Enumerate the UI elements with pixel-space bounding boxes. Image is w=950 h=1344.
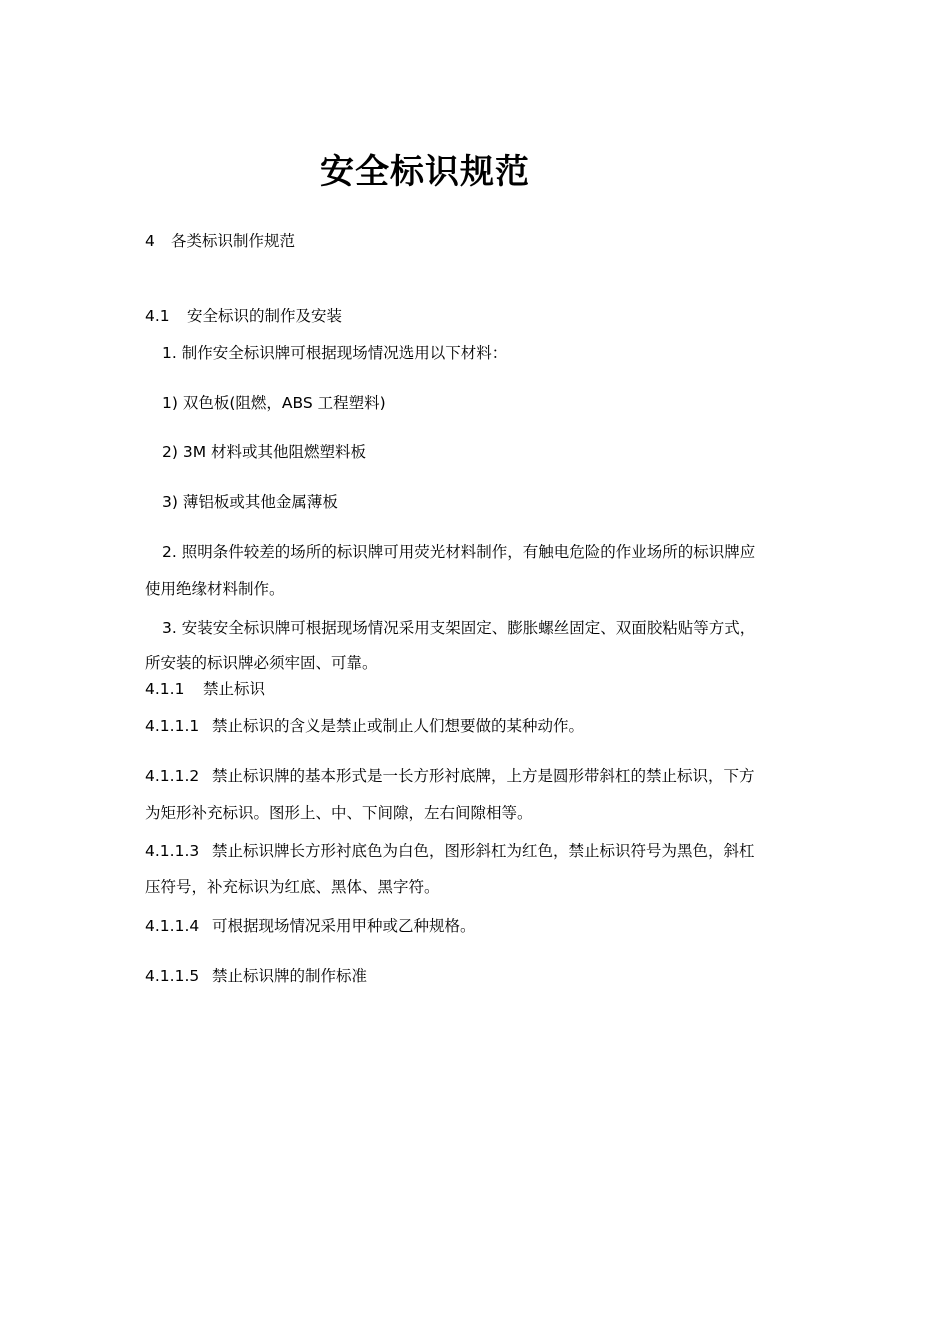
clause-number: 4.1.1.1	[145, 717, 200, 735]
clause-number: 4.1.1.4	[145, 917, 200, 935]
paragraph-line: 3. 安装安全标识牌可根据现场情况采用支架固定、膨胀螺丝固定、双面胶粘贴等方式，	[162, 619, 756, 637]
clause-text: 禁止标识牌长方形衬底色为白色，图形斜杠为红色，禁止标识符号为黑色，斜杠	[212, 842, 755, 860]
list-item: 1. 制作安全标识牌可根据现场情况选用以下材料：	[162, 344, 508, 362]
list-item: 1) 双色板(阻燃，ABS 工程塑料)	[162, 394, 386, 412]
clause-4-1-1-4	[145, 915, 476, 937]
clause-number: 4.1.1.3	[145, 842, 200, 860]
section-title: 安全标识的制作及安装	[187, 307, 343, 325]
list-item: 2) 3M 材料或其他阻燃塑料板	[162, 443, 366, 461]
section-number: 4	[145, 232, 155, 250]
section-title: 各类标识制作规范	[171, 232, 296, 250]
section-4-1-1-heading	[145, 678, 265, 700]
page-title: 安全标识规范	[320, 152, 530, 192]
clause-text: 禁止标识的含义是禁止或制止人们想要做的某种动作。	[212, 717, 585, 735]
paragraph-line: 使用绝缘材料制作。	[145, 580, 285, 598]
paragraph-line: 压符号，补充标识为红底、黑体、黑字符。	[145, 878, 440, 896]
section-number: 4.1.1	[145, 680, 185, 698]
clause-text: 可根据现场情况采用甲种或乙种规格。	[212, 917, 476, 935]
paragraph-line: 2. 照明条件较差的场所的标识牌可用荧光材料制作，有触电危险的作业场所的标识牌应	[162, 543, 756, 561]
clause-4-1-1-5	[145, 965, 367, 987]
paragraph-line: 为矩形补充标识。图形上、中、下间隙，左右间隙相等。	[145, 804, 533, 822]
section-title: 禁止标识	[203, 680, 266, 698]
section-number: 4.1	[145, 307, 170, 325]
clause-4-1-1-2	[145, 765, 755, 787]
clause-4-1-1-1	[145, 715, 584, 737]
clause-number: 4.1.1.2	[145, 767, 200, 785]
section-4-1-heading	[145, 305, 342, 327]
list-item: 3) 薄铝板或其他金属薄板	[162, 493, 338, 511]
clause-number: 4.1.1.5	[145, 967, 200, 985]
clause-4-1-1-3	[145, 840, 755, 862]
clause-text: 禁止标识牌的制作标准	[212, 967, 368, 985]
section-4-heading	[145, 230, 295, 252]
clause-text: 禁止标识牌的基本形式是一长方形衬底牌，上方是圆形带斜杠的禁止标识，下方	[212, 767, 755, 785]
paragraph-line: 所安装的标识牌必须牢固、可靠。	[145, 654, 378, 672]
